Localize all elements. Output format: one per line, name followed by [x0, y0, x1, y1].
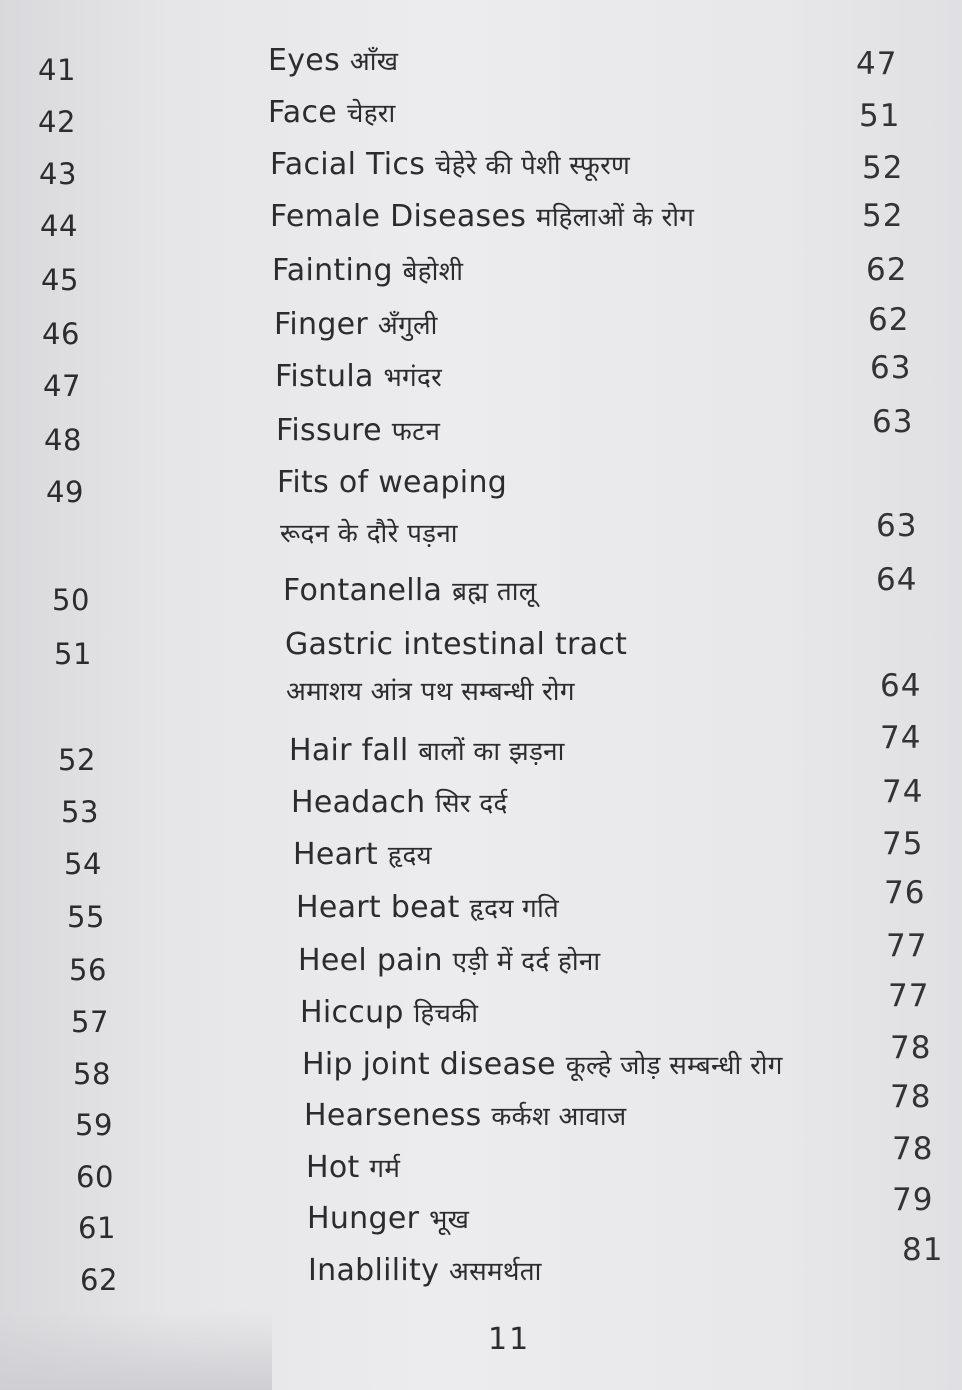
entry-title-hindi: रूदन के दौरे पड़ना	[280, 519, 458, 549]
entry-page-number: 78	[890, 1030, 932, 1066]
entry-title	[275, 358, 442, 397]
entry-title	[283, 572, 537, 611]
entry-page-number: 47	[856, 46, 898, 82]
entry-page-number: 76	[884, 875, 926, 911]
entry-title	[272, 252, 463, 291]
entry-title	[285, 626, 627, 664]
entry-page-number: 77	[886, 928, 928, 964]
entry-number: 43	[39, 157, 77, 191]
entry-title-hindi: सिर दर्द	[435, 789, 508, 819]
entry-page-number: 74	[880, 720, 922, 756]
entry-title-english: Heart beat	[296, 890, 460, 925]
entry-number: 50	[52, 583, 90, 617]
entry-title	[268, 42, 398, 81]
entry-title	[293, 836, 432, 875]
entry-number: 49	[46, 475, 84, 509]
entry-title-english: Facial Tics	[270, 147, 426, 182]
entry-title-hindi: आँख	[349, 47, 399, 77]
entry-title-hindi: महिलाओं के रोग	[535, 203, 695, 233]
entry-title	[286, 672, 575, 711]
entry-title-english: Female Diseases	[270, 199, 527, 234]
entry-title	[300, 994, 478, 1033]
entry-title	[270, 198, 694, 237]
entry-title	[308, 1252, 542, 1291]
entry-title-hindi: कर्कश आवाज	[491, 1102, 627, 1132]
entry-page-number: 52	[862, 198, 904, 234]
entry-number: 53	[61, 795, 99, 829]
entry-title-english: Fistula	[275, 359, 374, 394]
entry-number: 56	[69, 953, 107, 987]
entry-title-english: Inablility	[308, 1253, 440, 1288]
entry-page-number: 62	[868, 302, 910, 338]
entry-title-hindi: हृदय गति	[469, 894, 559, 924]
entry-title-english: Hunger	[307, 1201, 420, 1236]
entry-title-english: Headach	[291, 785, 426, 820]
entry-title-english: Eyes	[268, 43, 340, 78]
entry-title	[307, 1200, 469, 1239]
entry-title-hindi: हृदय	[387, 841, 432, 871]
entry-number: 62	[80, 1263, 118, 1297]
entry-number: 57	[71, 1005, 109, 1039]
entry-title-english: Heel pain	[298, 943, 443, 978]
entry-title-english: Fontanella	[283, 573, 443, 608]
entry-title-english: Hair fall	[289, 733, 409, 768]
entry-title-hindi: हिचकी	[413, 999, 479, 1029]
entry-number: 46	[42, 317, 80, 351]
entry-number: 51	[54, 637, 92, 671]
entry-number: 55	[67, 900, 105, 934]
entry-title	[277, 464, 507, 502]
entry-page-number: 63	[876, 508, 918, 544]
entry-title-hindi: बेहोशी	[402, 257, 464, 287]
entry-title-english: Gastric intestinal tract	[285, 627, 628, 662]
entry-title-hindi: भूख	[429, 1205, 470, 1235]
entry-title-hindi: अँगुली	[377, 311, 438, 341]
entry-page-number: 77	[888, 978, 930, 1014]
entry-number: 59	[75, 1108, 113, 1142]
entry-title	[304, 1097, 626, 1136]
entry-title-english: Fits of weaping	[277, 465, 508, 500]
entry-page-number: 64	[876, 562, 918, 598]
entry-number: 45	[41, 263, 79, 297]
entry-title	[274, 306, 438, 345]
entry-number: 41	[38, 53, 76, 87]
entry-title-hindi: फटन	[391, 417, 441, 447]
page-shadow-edge	[0, 1310, 272, 1390]
entry-title-english: Heart	[293, 837, 378, 872]
entry-title-hindi: कूल्हे जोड़ सम्बन्धी रोग	[565, 1051, 783, 1081]
entry-title-english: Hiccup	[300, 995, 404, 1030]
entry-page-number: 79	[892, 1182, 934, 1218]
entry-title-hindi: चेहरा	[346, 99, 396, 129]
entry-title-hindi: ब्रह्म तालू	[452, 577, 537, 607]
entry-title-english: Fissure	[276, 413, 382, 448]
entry-page-number: 63	[870, 350, 912, 386]
entry-number: 44	[40, 209, 78, 243]
entry-title-hindi: बालों का झड़ना	[418, 737, 565, 767]
entry-page-number: 64	[880, 668, 922, 704]
entry-number: 47	[43, 369, 81, 403]
entry-number: 52	[58, 743, 96, 777]
entry-title-hindi: भगंदर	[383, 363, 443, 393]
entry-number: 61	[78, 1211, 116, 1245]
entry-title-hindi: असमर्थता	[449, 1257, 542, 1287]
entry-page-number: 52	[862, 150, 904, 186]
entry-title-english: Fainting	[272, 253, 393, 288]
entry-title-english: Hearseness	[304, 1098, 482, 1133]
entry-title	[302, 1046, 783, 1085]
page-number-footer: 11	[488, 1322, 531, 1357]
entry-title	[298, 942, 600, 981]
entry-title	[280, 514, 458, 553]
entry-page-number: 74	[882, 774, 924, 810]
entry-number: 42	[38, 105, 76, 139]
entry-title-english: Hot	[306, 1150, 360, 1185]
entry-number: 60	[76, 1160, 114, 1194]
entry-title-hindi: अमाशय आंत्र पथ सम्बन्धी रोग	[286, 677, 575, 707]
entry-title	[268, 94, 395, 133]
entry-number: 54	[64, 847, 102, 881]
entry-title	[276, 412, 440, 451]
entry-page-number: 51	[859, 98, 901, 134]
entry-page-number: 63	[872, 404, 914, 440]
entry-title	[270, 146, 630, 185]
entry-page-number: 78	[890, 1079, 932, 1115]
entry-title	[296, 889, 559, 928]
entry-page-number: 75	[882, 826, 924, 862]
entry-title-english: Face	[268, 95, 338, 130]
entry-page-number: 78	[892, 1131, 934, 1167]
entry-page-number: 81	[902, 1232, 944, 1268]
entry-title	[289, 732, 565, 771]
entry-title-english: Finger	[274, 307, 369, 342]
entry-title-hindi: गर्म	[369, 1154, 401, 1184]
entry-page-number: 62	[866, 252, 908, 288]
entry-title-hindi: चेहेरे की पेशी स्फूरण	[434, 151, 631, 181]
entry-title	[291, 784, 508, 823]
entry-number: 58	[73, 1057, 111, 1091]
entry-title-english: Hip joint disease	[302, 1047, 556, 1082]
entry-title	[306, 1149, 400, 1188]
entry-number: 48	[44, 423, 82, 457]
entry-title-hindi: एड़ी में दर्द होना	[452, 947, 601, 977]
